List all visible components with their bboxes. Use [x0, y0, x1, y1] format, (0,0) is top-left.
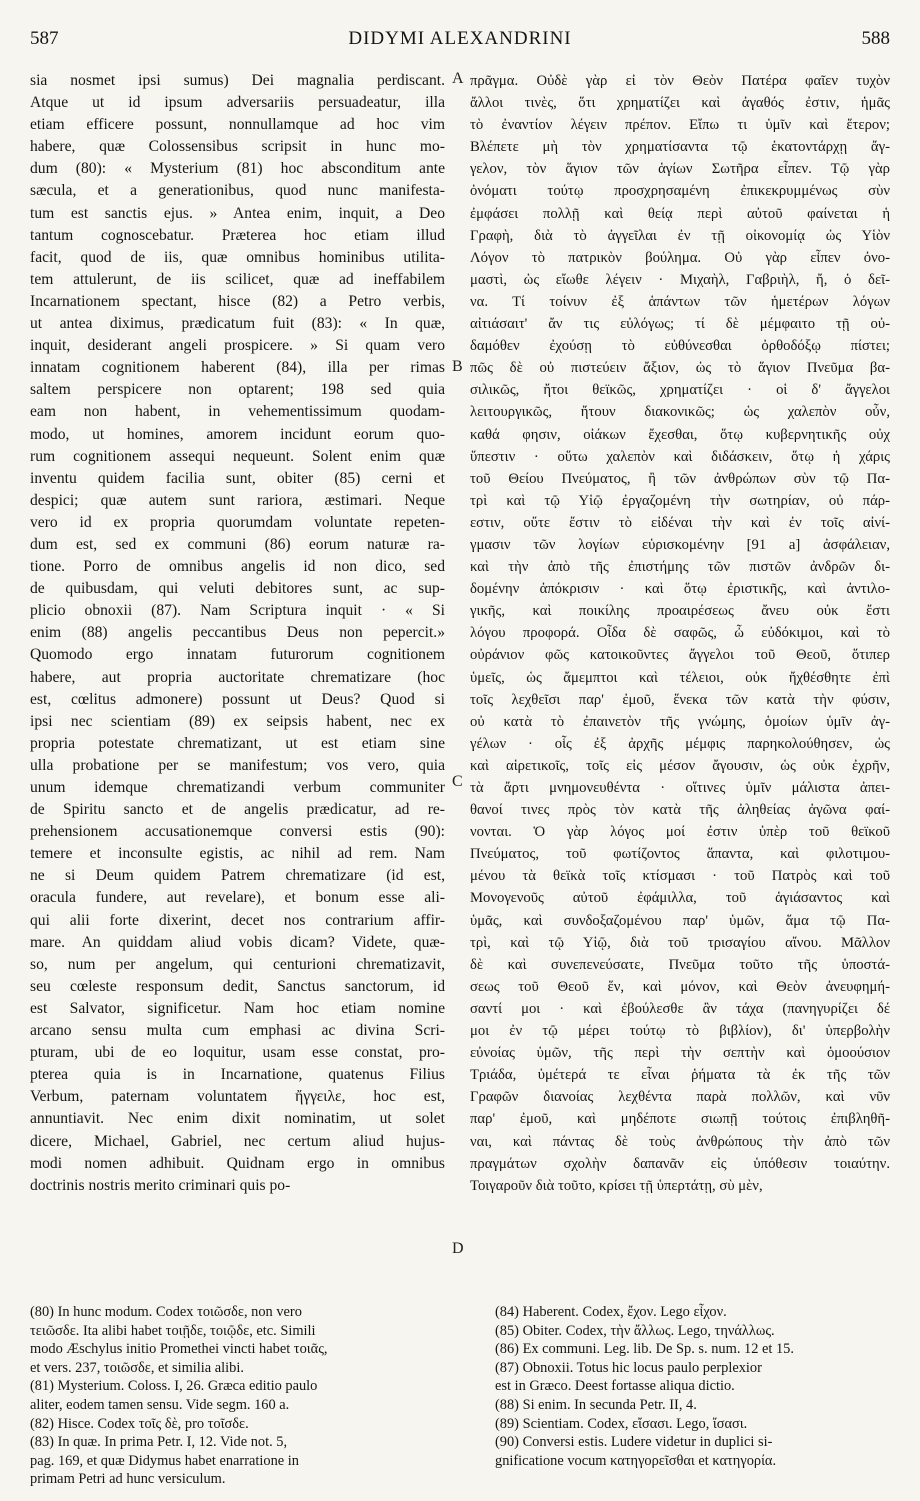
- greek-text-line: οὐ κατὰ τὸ ἐπαινετὸν τῆς γνώμης, ὁμοίων ὑμῖν ἀγ-: [470, 713, 890, 730]
- footnote-line: (88) Si enim. In secunda Petr. II, 4.: [495, 1396, 697, 1413]
- greek-text-line: θανοί τινες πρὸς τὸν κατὰ τῆς ἀληθείας ἀγῶνα φαί-: [470, 802, 890, 819]
- latin-text-line: modi nomen adhibuit. Quidnam ergo in omnibus: [30, 1154, 445, 1172]
- footnote-line: (84) Haberent. Codex, ἔχον. Lego εἶχον.: [495, 1304, 727, 1320]
- footnote-line: pag. 169, et quæ Didymus habet enarratione in: [30, 1452, 299, 1469]
- latin-text-line: modo, ut homines, amorem incidunt eorum quo-: [30, 425, 445, 443]
- latin-text-line: de quibusdam, qui veluti debitores sunt, ac sup-: [30, 580, 445, 598]
- greek-text-line: Τοιγαροῦν διὰ τοῦτο, κρίσει τῇ ὑπερτάτῃ, σὺ μὲν,: [470, 1177, 763, 1194]
- latin-text-line: Verbum, paternam voluntatem ἤγγειλε, hoc est,: [30, 1088, 445, 1106]
- greek-text-line: Γραφὴ, διὰ τὸ ἀγγεῖλαι ἐν τῇ οἰκονομίᾳ ὡς Υἱὸν: [470, 227, 890, 244]
- greek-text-line: αἰτιάσαιτ' ἄν τις εὐλόγως; τί δὲ μέμφαιτο τῇ οὐ-: [470, 316, 890, 333]
- greek-text-line: σαντί μοι · καὶ ἐβούλεσθε ἂν τάχα (πανηγυρίζει δέ: [470, 1000, 890, 1017]
- latin-text-line: seu cœleste responsum dedit, Sanctus sanctorum, id: [30, 977, 445, 995]
- latin-text-line: etiam efficere possunt, nonnullamque ad hoc vim: [30, 116, 445, 134]
- latin-text-line: unum idemque chrematizandi verbum communiter: [30, 779, 445, 796]
- latin-text-line: doctrinis nostris merito criminari quis po-: [30, 1176, 291, 1194]
- latin-text-line: rum cognitionem assequi nequeunt. Solent enim quæ: [30, 447, 445, 465]
- greek-text-line: Τριάδα, ὑμέτερά τε εἶναι ῥήματα τὰ ἐκ τῆς τῶν: [470, 1067, 890, 1084]
- greek-text-line: δομένην ἀπόκρισιν · καὶ ὅτῳ ἐριστικῆς, καὶ ἀντιλο-: [470, 581, 890, 598]
- latin-text-line: ulla probatione per se manifestum; vos vero, quia: [30, 756, 445, 774]
- latin-text-line: oracula fundere, aut revelare), et bonum esse ali-: [30, 889, 445, 907]
- latin-text-line: inquit, desiderant angeli prospicere. » Si quam vero: [30, 337, 445, 355]
- latin-text-line: sæcula, et a generationibus, quod nunc manifesta-: [30, 182, 445, 200]
- page-number-left: 587: [30, 28, 59, 49]
- latin-text-line: annuntiavit. Nec enim dixit nominatim, ut solet: [30, 1110, 445, 1128]
- margin-letter-d: D: [452, 1240, 464, 1257]
- greek-text-line: Γραφῶν διανοίας λεχθέντα παρὰ πολλῶν, καὶ νῦν: [470, 1089, 890, 1106]
- greek-text-line: τὸ ἐναντίον λέγειν πρέπον. Εἴπω τι ὑμῖν καὶ ἕτερον;: [470, 117, 890, 134]
- latin-text-line: tum est sanctis ejus. » Antea enim, inquit, a Deo: [30, 204, 445, 222]
- latin-text-line: eam non habent, in vehementissimum quodam-: [30, 403, 445, 421]
- latin-text-line: tantum cognoscebatur. Præterea hoc etiam illud: [30, 226, 445, 244]
- latin-text-line: so, num per angelum, qui centurioni chrematizavit,: [30, 955, 445, 973]
- greek-text-line: εστιν, οὔτε ἔστιν τὸ εἰδέναι τὴν καὶ ἐν τοῖς αἰνί-: [470, 514, 890, 531]
- latin-text-line: de Spiritu sancto et de angelis prædicatur, ad re-: [30, 801, 445, 819]
- footnote-line: (82) Hisce. Codex τοῖς δὲ, pro τοῖσδε.: [30, 1415, 249, 1432]
- greek-text-line: λόγου προφορά. Οἶδα δὲ σαφῶς, ὦ εὐδόκιμοι, καὶ τὸ: [470, 625, 890, 642]
- greek-text-line: γέλων · οἷς ἐξ ἀρχῆς μέμφις παρηκολούθησεν, ὡς: [470, 735, 890, 752]
- greek-text-line: νονται. Ὁ γὰρ λόγος μοί ἐστιν ὑπὲρ τοῦ θεϊκοῦ: [470, 824, 890, 841]
- footnote-line: gnificatione vocum κατηγορεῖσθαι et κατηγορία.: [495, 1452, 777, 1469]
- margin-letter-a: A: [452, 70, 464, 87]
- latin-text-line: Quomodo ergo innatam futurorum cognitionem: [30, 646, 445, 664]
- greek-text-line: Μονογενοῦς αὐτοῦ ἐφάμιλλα, τοῦ ἁγιάσαντος καὶ: [470, 890, 890, 907]
- greek-text-line: πρᾶγμα. Οὐδὲ γὰρ εἰ τὸν Θεὸν Πατέρα φαῖεν τυχὸν: [470, 73, 890, 89]
- latin-text-line: plicio obnoxii (87). Nam Scriptura inquit · « Si: [30, 602, 445, 620]
- footnote-line: (86) Ex communi. Leg. lib. De Sp. s. num. 12 et 15.: [495, 1341, 794, 1358]
- latin-text-line: ut antea diximus, prædicatum fuit (83): « In quæ,: [30, 315, 445, 333]
- greek-column: [470, 70, 890, 1197]
- greek-text-line: δαμόθεν ἐχούσῃ τὸ εὐθύνεσθαι ὀρθοδόξῳ πίστει;: [470, 338, 890, 355]
- latin-text-line: tione. Porro de omnibus angelis id non dico, sed: [30, 558, 445, 576]
- greek-text-line: γελον, τὸν ἅγιον τῶν ἁγίων Σωτῆρα εἶπεν. Τῷ γὰρ: [470, 161, 890, 178]
- latin-column: [30, 70, 445, 1197]
- greek-text-line: γμασιν τῶν λογίων εὑρισκομένην [91 a] ἀσφάλειαν,: [470, 536, 890, 553]
- latin-text-line: arcano sensu multa cum emphasi ac divina Scri-: [30, 1022, 445, 1040]
- latin-text-line: temere et inconsulte egistis, ac nihil ad rem. Nam: [30, 845, 445, 863]
- latin-text-line: habere, quæ Colossensibus scripsit in hunc mo-: [30, 138, 445, 156]
- greek-text-line: ὕπεστιν · οὕτω χαλεπὸν καὶ διδάσκειν, ὅτῳ ἡ χάρις: [470, 448, 890, 465]
- latin-text-line: qui alii forte dixerint, decet nos contrarium affir-: [30, 911, 445, 929]
- latin-text-line: prehensionem accusationemque conversi estis (90):: [30, 823, 445, 841]
- greek-text-line: σιλικῶς, ἤτοι θεϊκῶς, χρηματίζει · οἱ δ' ἄγγελοι: [470, 382, 890, 399]
- footnote-line: (83) In quæ. In prima Petr. I, 12. Vide not. 5,: [30, 1434, 288, 1451]
- greek-text-line: μένου τὰ θεϊκὰ τοῖς κτίσμασι · τοῦ Πατρὸς καὶ τοῦ: [470, 868, 890, 885]
- footnotes-right: [495, 1303, 890, 1470]
- greek-text-line: τρὶ καὶ τῷ Υἱῷ ἐργαζομένη τὴν σωτηρίαν, οὐ πάρ-: [470, 492, 890, 509]
- greek-text-line: καὶ τὴν ἀπὸ τῆς ἐπιστήμης τῶν πιστῶν ἀνδρῶν δι-: [470, 559, 890, 576]
- greek-text-line: μαστὶ, ὡς εἴωθε λέγειν · Μιχαὴλ, Γαβριὴλ, ἤ, ὁ δεῖ-: [470, 271, 890, 288]
- greek-text-line: ὑμεῖς, ὡς ἄμεμπτοι καὶ τέλειοι, οὐκ ἤχθέσθητε ἐπὶ: [470, 669, 890, 686]
- greek-text-line: λειτουργικῶς, ἤτουν διακονικῶς; ὡς χαλεπὸν οὖν,: [470, 404, 890, 421]
- latin-text-line: pturam, ubi de eo loquitur, usam esse constat, pro-: [30, 1044, 445, 1062]
- margin-letter-b: B: [452, 358, 463, 375]
- greek-text-line: τοῖς λεχθεῖσι παρ' ἐμοῦ, ἕνεκα τῶν κατὰ τὴν φύσιν,: [470, 691, 890, 708]
- latin-text-line: despici; quæ autem sunt rariora, æstimari. Neque: [30, 491, 445, 509]
- footnote-line: (81) Mysterium. Coloss. I, 26. Græca editio paulo: [30, 1378, 318, 1395]
- footnote-line: et vers. 237, τοιῶσδε, et similia alibi.: [30, 1359, 244, 1376]
- greek-text-line: ναι, καὶ πάντας δὲ τοὺς ἀνθρώπους τὴν ἀπὸ τῶν: [470, 1133, 890, 1150]
- greek-text-line: Λόγον τὸ πατρικὸν βούλημα. Οὐ γὰρ εἶπεν ὀνο-: [470, 249, 890, 266]
- greek-text-line: Βλέπετε μὴ τὸν χρηματίσαντα τῷ ἑκατοντάρχῃ ἄγ-: [470, 139, 890, 156]
- latin-text-line: facit, quod de iis, quæ omnibus hominibus utilita-: [30, 248, 445, 266]
- footnote-line: est in Græco. Deest fortasse aliqua dictio.: [495, 1378, 735, 1395]
- latin-text-line: dum (80): « Mysterium (81) hoc absconditum ante: [30, 160, 445, 178]
- footnote-line: (80) In hunc modum. Codex τοιῶσδε, non vero: [30, 1304, 302, 1320]
- greek-text-line: ὀνόματι τούτῳ προσχρησαμένη ἐπικεκρυμμένως σὺν: [470, 183, 890, 200]
- page-header: [30, 8, 890, 48]
- greek-text-line: καὶ αἱρετικοῖς, τοῖς εἰς μέσον ἄγουσιν, ὡς οὐκ ἐχρῆν,: [470, 757, 890, 774]
- latin-text-line: dum est, sed ex communi (86) eorum naturæ ra-: [30, 535, 445, 553]
- latin-text-line: est Salvator, significetur. Nam hoc etiam nomine: [30, 999, 445, 1017]
- latin-text-line: propria potestate chrematizant, ut est etiam sine: [30, 734, 445, 752]
- footnote-line: (87) Obnoxii. Totus hic locus paulo perplexior: [495, 1359, 762, 1376]
- latin-text-line: Atque ut id ipsum adversariis persuadeatur, illa: [30, 94, 445, 112]
- footnote-line: (89) Scientiam. Codex, εἴσασι. Lego, ἴσασι.: [495, 1415, 748, 1432]
- latin-text-line: vero id ex propria quorumdam voluntate repeten-: [30, 513, 445, 531]
- latin-text-line: innatam cognitionem haberent (84), illa per rimas: [30, 359, 445, 377]
- latin-text-line: ipsi nec scientiam (89) ex seipsis habent, nec ex: [30, 712, 445, 730]
- latin-text-line: sia nosmet ipsi sumus) Dei magnalia perdiscant.: [30, 72, 445, 89]
- running-title: DIDYMI ALEXANDRINI: [348, 28, 572, 49]
- greek-text-line: Πνεύματος, τοῦ φωτίζοντος ἅπαντα, καὶ φιλοτιμου-: [470, 846, 890, 863]
- latin-text-line: habere, aut propria auctoritate chrematizare (hoc: [30, 668, 445, 686]
- margin-letter-c: C: [452, 773, 463, 790]
- footnote-line: τειῶσδε. Ita alibi habet τοιῇδε, τοιῷδε, etc. Simili: [30, 1322, 316, 1339]
- latin-text-line: enim (88) angelis peccantibus Deus non pepercit.»: [30, 624, 445, 642]
- latin-text-line: dicere, Michael, Gabriel, nec certum aliud hujus-: [30, 1132, 445, 1150]
- greek-text-line: δὲ καὶ συνεπενεύσατε, Πνεῦμα τοῦτο τῆς ὑποστά-: [470, 956, 890, 973]
- greek-text-line: ἄλλοι τινὲς, ὅτι χρηματίζει καὶ ἀγαθός ἐστιν, ἡμᾶς: [470, 95, 890, 112]
- greek-text-line: γικῆς, καὶ ποικίλης προαιρέσεως ἄνευ οὐκ ἔστι: [470, 603, 890, 620]
- greek-text-line: τρὶ, καὶ τῷ Υἱῷ, διὰ τοῦ τρισαγίου αἴνου. Μᾶλλον: [470, 934, 890, 951]
- greek-text-line: καθά φησιν, οἰάκων ἔχεσθαι, ὅτῳ κυβερνητικῆς οὐχ: [470, 426, 890, 443]
- latin-text-line: Incarnationem spectant, hisce (82) a Petro verbis,: [30, 292, 445, 310]
- latin-text-line: pterea quia is in Incarnatione, quatenus Filius: [30, 1066, 445, 1084]
- greek-text-line: πραγμάτων σχολὴν δαπανᾶν εἰς ὑπόθεσιν τοιαύτην.: [470, 1155, 890, 1172]
- greek-text-line: τὰ ἄρτι μνημονευθέντα · οἵτινες ὑμῖν μάλιστα ἀπει-: [470, 780, 890, 796]
- greek-text-line: οὐράνιον φῶς κατοικοῦντες ἄγγελοι τοῦ Θεοῦ, ὅτιπερ: [470, 647, 890, 664]
- greek-text-line: να. Τί τοίνυν ἐξ ἁπάντων τῶν ἡμετέρων λόγων: [470, 293, 890, 310]
- footnote-line: (90) Conversi estis. Ludere videtur in duplici si-: [495, 1434, 773, 1451]
- latin-text-line: ne si Deum quidem Patrem chrematizare (id est,: [30, 867, 445, 885]
- greek-text-line: εὐνοίας ὑμῶν, τῆς περὶ τὴν σεπτὴν καὶ ὁμοούσιον: [470, 1045, 890, 1062]
- footnote-line: primam Petri ad hunc versiculum.: [30, 1471, 226, 1488]
- greek-text-line: παρ' ἐμοῦ, καὶ μηδέποτε σιωπῇ τούτοις ἐπιβληθῆ-: [470, 1111, 890, 1128]
- footnote-line: (85) Obiter. Codex, τὴν ἄλλως. Lego, τηνάλλως.: [495, 1322, 775, 1339]
- latin-text-line: mare. An quiddam aliud vobis dicam? Videte, quæ-: [30, 933, 445, 951]
- greek-text-line: σεως τοῦ Θεοῦ ἕν, καὶ μόνον, καὶ Θεὸν ἀνευφημή-: [470, 978, 890, 995]
- greek-text-line: μοι ἐν τῷ μέρει τούτῳ τὸ βιβλίον), δι' ὑπερβολὴν: [470, 1023, 890, 1040]
- greek-text-line: πῶς δὲ οὐ πιστεύειν ἄξιον, ὡς τὸ ἅγιον Πνεῦμα βα-: [470, 360, 890, 377]
- latin-text-line: est, cœlitus admonere) possunt ut Deus? Quod si: [30, 690, 445, 708]
- footnote-line: aliter, eodem tamen sensu. Vide segm. 160 a.: [30, 1396, 290, 1413]
- greek-text-line: ὑμᾶς, καὶ συνδοξαζομένου παρ' ὑμῶν, ἅμα τῷ Πα-: [470, 912, 890, 929]
- page-number-right: 588: [861, 28, 890, 49]
- footnote-line: modo Æschylus initio Promethei vincti habet τοιᾶς,: [30, 1341, 328, 1358]
- footnotes-left: [30, 1303, 445, 1489]
- greek-text-line: ἐμφάσει πολλῇ καὶ θείᾳ περὶ αὐτοῦ φαίνεται ἡ: [470, 205, 890, 222]
- latin-text-line: saltem perspicere non optarent; 198 sed quia: [30, 381, 445, 399]
- latin-text-line: inventu quidem facilia sunt, obiter (85) cerni et: [30, 469, 445, 487]
- greek-text-line: τοῦ Θείου Πνεύματος, ἢ τῶν ἀνθρώπων σὺν τῷ Πα-: [470, 470, 890, 487]
- latin-text-line: tem attulerunt, de iis scilicet, quæ ad ineffabilem: [30, 270, 445, 288]
